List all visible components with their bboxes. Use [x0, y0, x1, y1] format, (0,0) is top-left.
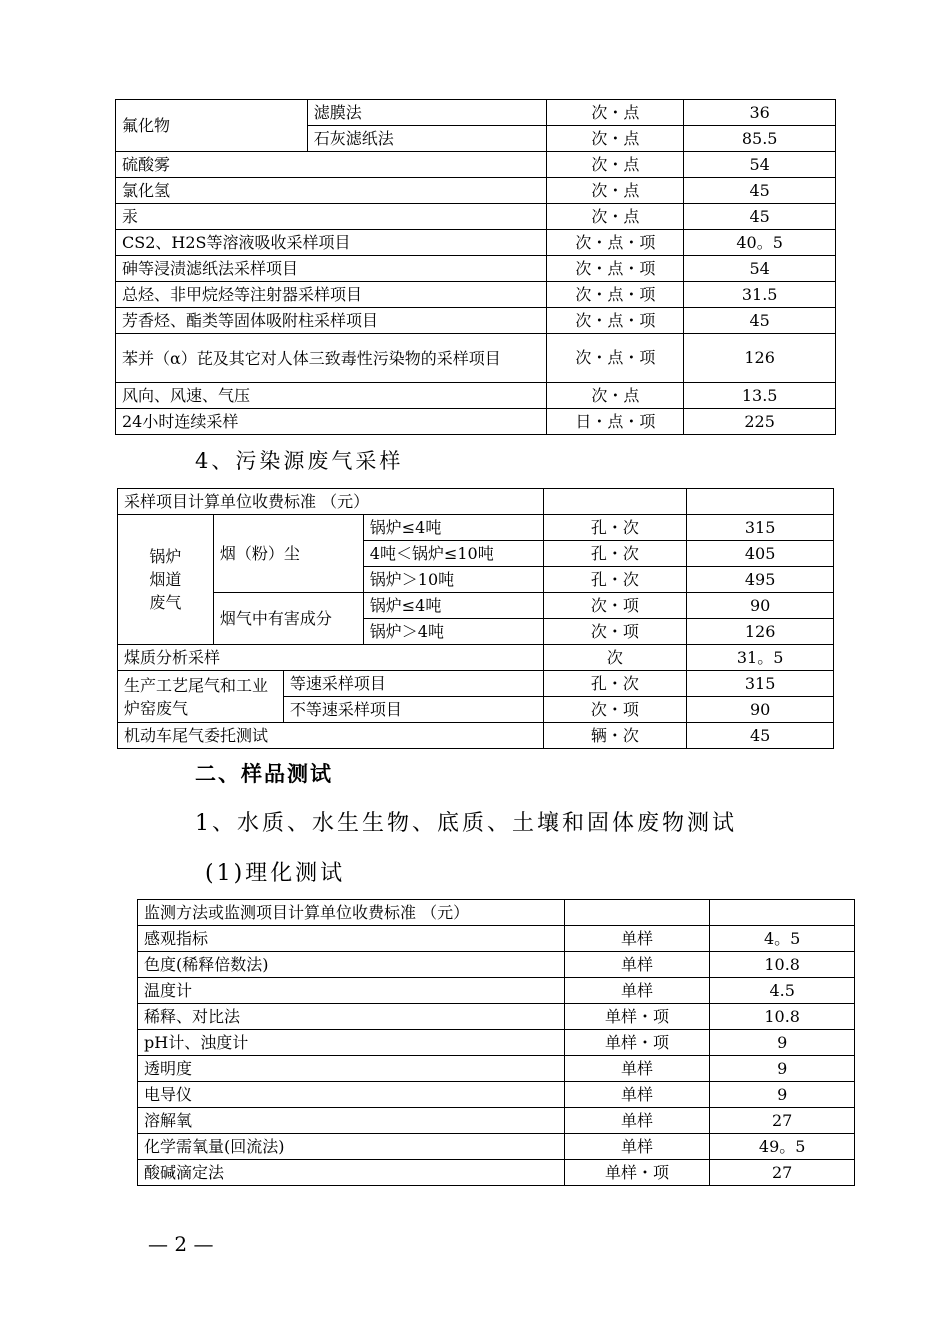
method-cell: 石灰滤纸法 [307, 126, 547, 152]
unit-cell: 次・项 [543, 619, 687, 645]
price-cell: 90 [687, 593, 834, 619]
table-row [138, 978, 855, 1004]
price-cell: 10.8 [710, 1004, 855, 1030]
fluoride-label: 氟化物 [116, 100, 308, 152]
price-cell: 36 [684, 100, 836, 126]
price-cell: 27 [710, 1160, 855, 1186]
price-cell: 31.5 [684, 282, 836, 308]
item-cell: 硫酸雾 [116, 152, 547, 178]
price-cell: 45 [687, 723, 834, 749]
price-cell: 126 [684, 334, 836, 383]
table-row [118, 593, 834, 619]
item-cell: 酸碱滴定法 [138, 1160, 565, 1186]
price-cell: 85.5 [684, 126, 836, 152]
unit-cell: 次・点 [547, 178, 684, 204]
empty-cell [710, 900, 855, 926]
unit-cell: 次・点・项 [547, 308, 684, 334]
table-row [138, 1134, 855, 1160]
item-cell: 砷等浸渍滤纸法采样项目 [116, 256, 547, 282]
unit-cell: 单样 [564, 1082, 710, 1108]
boiler-label: 锅炉烟道废气 [118, 515, 214, 645]
item-cell: CS2、H2S等溶液吸收采样项目 [116, 230, 547, 256]
unit-cell: 单样・项 [564, 1160, 710, 1186]
condition-cell: 锅炉≤4吨 [363, 593, 543, 619]
unit-cell: 单样 [564, 978, 710, 1004]
table-row [116, 334, 836, 383]
price-cell: 13.5 [684, 383, 836, 409]
unit-cell: 次・点 [547, 152, 684, 178]
exhaust-sampling-table [117, 488, 834, 749]
unit-cell: 次・项 [543, 697, 687, 723]
unit-cell: 次・点 [547, 204, 684, 230]
price-cell: 9 [710, 1082, 855, 1108]
table-row [138, 1004, 855, 1030]
smoke-label: 烟（粉）尘 [213, 515, 363, 593]
price-cell: 45 [684, 204, 836, 230]
section-2-1-1-title: (1)理化测试 [205, 861, 346, 886]
unit-cell: 次・点・项 [547, 256, 684, 282]
unit-cell: 次・点・项 [547, 282, 684, 308]
price-cell: 315 [687, 671, 834, 697]
empty-cell [543, 489, 687, 515]
item-cell: 苯并（α）芘及其它对人体三致毒性污染物的采样项目 [116, 334, 547, 383]
price-cell: 45 [684, 308, 836, 334]
method-cell: 等速采样项目 [283, 671, 543, 697]
method-cell: 滤膜法 [307, 100, 547, 126]
item-cell: 透明度 [138, 1056, 565, 1082]
unit-cell: 辆・次 [543, 723, 687, 749]
section-2-1-title: 1、水质、水生生物、底质、土壤和固体废物测试 [195, 811, 737, 836]
unit-cell: 次・项 [543, 593, 687, 619]
table-row [118, 671, 834, 697]
unit-cell: 孔・次 [543, 515, 687, 541]
table-row [138, 900, 855, 926]
item-cell: 溶解氧 [138, 1108, 565, 1134]
table-row [118, 489, 834, 515]
table-row [116, 256, 836, 282]
table-header: 采样项目计算单位收费标准 （元） [118, 489, 544, 515]
unit-cell: 孔・次 [543, 671, 687, 697]
table-row [116, 308, 836, 334]
unit-cell: 单样 [564, 1108, 710, 1134]
item-cell: pH计、浊度计 [138, 1030, 565, 1056]
unit-cell: 次・点 [547, 126, 684, 152]
empty-cell [687, 489, 834, 515]
item-cell: 氯化氢 [116, 178, 547, 204]
price-cell: 40。5 [684, 230, 836, 256]
item-cell: 24小时连续采样 [116, 409, 547, 435]
price-cell: 27 [710, 1108, 855, 1134]
item-cell: 感观指标 [138, 926, 565, 952]
page-number: — 2 — [148, 1232, 214, 1256]
empty-cell [564, 900, 710, 926]
table-row [138, 1030, 855, 1056]
section-2-title: 二、样品测试 [195, 761, 333, 786]
unit-cell: 次・点・项 [547, 334, 684, 383]
table-row [138, 1160, 855, 1186]
method-cell: 不等速采样项目 [283, 697, 543, 723]
unit-cell: 次・点 [547, 383, 684, 409]
table-row [118, 515, 834, 541]
unit-cell: 单样・项 [564, 1004, 710, 1030]
unit-cell: 次・点・项 [547, 230, 684, 256]
physicochemical-test-table [137, 899, 855, 1186]
price-cell: 49。5 [710, 1134, 855, 1160]
price-cell: 10.8 [710, 952, 855, 978]
unit-cell: 单样 [564, 952, 710, 978]
unit-cell: 孔・次 [543, 567, 687, 593]
price-cell: 90 [687, 697, 834, 723]
table-row [138, 952, 855, 978]
unit-cell: 单样 [564, 1134, 710, 1160]
price-cell: 405 [687, 541, 834, 567]
price-cell: 54 [684, 256, 836, 282]
table-row [116, 178, 836, 204]
industrial-label: 生产工艺尾气和工业炉窑废气 [118, 671, 284, 723]
item-cell: 汞 [116, 204, 547, 230]
table-row [118, 723, 834, 749]
item-cell: 芳香烃、酯类等固体吸附柱采样项目 [116, 308, 547, 334]
item-cell: 温度计 [138, 978, 565, 1004]
unit-cell: 单样 [564, 926, 710, 952]
price-cell: 126 [687, 619, 834, 645]
price-cell: 9 [710, 1030, 855, 1056]
table-row [138, 1056, 855, 1082]
table-row [116, 383, 836, 409]
unit-cell: 日・点・项 [547, 409, 684, 435]
item-cell: 风向、风速、气压 [116, 383, 547, 409]
table-row [138, 1108, 855, 1134]
price-cell: 45 [684, 178, 836, 204]
price-cell: 495 [687, 567, 834, 593]
unit-cell: 单样 [564, 1056, 710, 1082]
table-row [118, 645, 834, 671]
item-cell: 电导仪 [138, 1082, 565, 1108]
item-cell: 稀释、对比法 [138, 1004, 565, 1030]
condition-cell: 4吨＜锅炉≤10吨 [363, 541, 543, 567]
price-cell: 31。5 [687, 645, 834, 671]
unit-cell: 单样・项 [564, 1030, 710, 1056]
table-row [138, 1082, 855, 1108]
unit-cell: 次 [543, 645, 687, 671]
price-cell: 4.5 [710, 978, 855, 1004]
table-row [138, 926, 855, 952]
item-cell: 煤质分析采样 [118, 645, 544, 671]
condition-cell: 锅炉≤4吨 [363, 515, 543, 541]
harmful-label: 烟气中有害成分 [213, 593, 363, 645]
item-cell: 化学需氧量(回流法) [138, 1134, 565, 1160]
table-row [116, 282, 836, 308]
section-4-title: 4、污染源废气采样 [195, 449, 404, 473]
table-header: 监测方法或监测项目计算单位收费标准 （元） [138, 900, 565, 926]
table-row [116, 409, 836, 435]
air-sampling-table [115, 99, 836, 435]
item-cell: 机动车尾气委托测试 [118, 723, 544, 749]
table-row [116, 152, 836, 178]
item-cell: 色度(稀释倍数法) [138, 952, 565, 978]
condition-cell: 锅炉＞10吨 [363, 567, 543, 593]
item-cell: 总烃、非甲烷烃等注射器采样项目 [116, 282, 547, 308]
unit-cell: 次・点 [547, 100, 684, 126]
price-cell: 54 [684, 152, 836, 178]
unit-cell: 孔・次 [543, 541, 687, 567]
condition-cell: 锅炉＞4吨 [363, 619, 543, 645]
price-cell: 315 [687, 515, 834, 541]
table-row [116, 204, 836, 230]
table-row [116, 100, 836, 126]
price-cell: 4。5 [710, 926, 855, 952]
price-cell: 225 [684, 409, 836, 435]
table-row [116, 230, 836, 256]
price-cell: 9 [710, 1056, 855, 1082]
